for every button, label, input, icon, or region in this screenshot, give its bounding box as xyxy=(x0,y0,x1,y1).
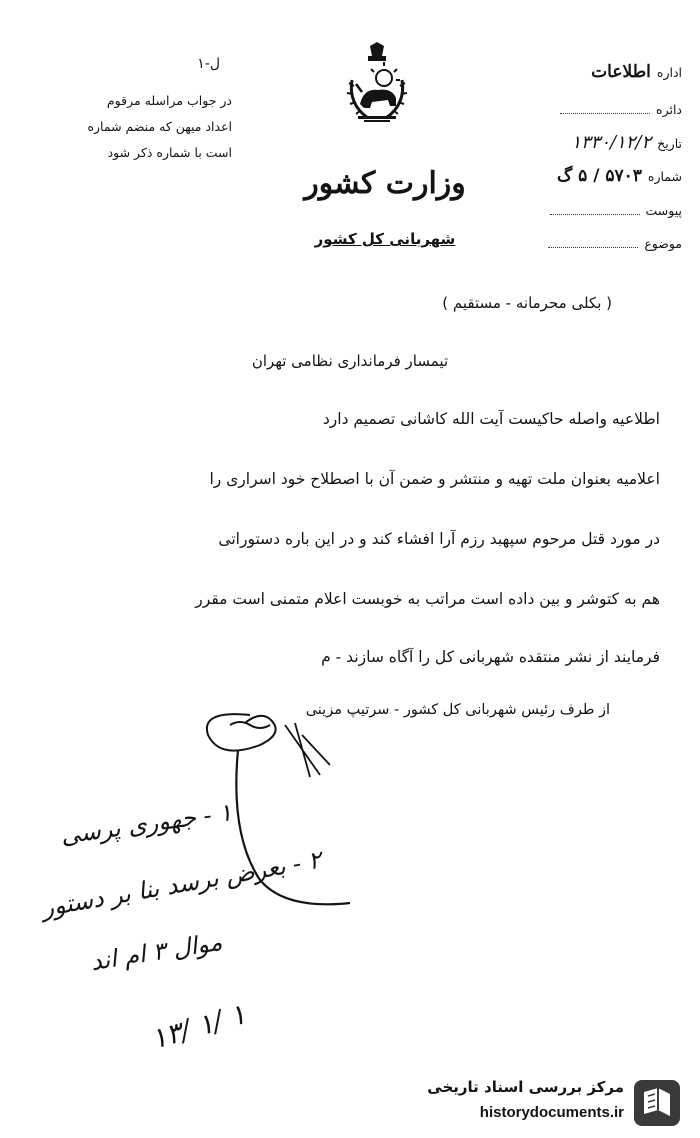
field-label: پیوست xyxy=(645,203,682,218)
handwritten-note: موال ۳ ام اند xyxy=(88,927,224,977)
watermark-url: historydocuments.ir xyxy=(479,1104,624,1121)
book-icon xyxy=(632,1078,682,1128)
field-date xyxy=(571,132,682,153)
field-blank xyxy=(560,103,650,114)
watermark-title: مرکز بررسی اسناد تاریخی xyxy=(427,1078,624,1096)
reply-instruction-line: است با شماره ذکر شود xyxy=(107,145,232,160)
field-department xyxy=(560,102,682,117)
ministry-subtitle: شهربانی کل کشور xyxy=(314,230,456,248)
field-blank xyxy=(550,204,640,215)
field-value: ۵۷۰۳ / ۵ گ xyxy=(557,166,642,186)
reply-instruction xyxy=(87,88,232,166)
field-number xyxy=(557,166,682,186)
field-value: ۱۳۳۰/۱۲/۲ xyxy=(571,132,652,153)
field-label: موضوع xyxy=(644,236,682,251)
signature-line: از طرف رئیس شهربانی کل کشور - سرتیپ مزینی xyxy=(305,702,610,718)
reply-instruction-line: اعداد میهن که منضم شماره xyxy=(87,119,232,134)
field-office xyxy=(591,62,682,82)
reply-instruction-line: در جواب مراسله مرقوم xyxy=(106,93,232,108)
field-value: اطلاعات xyxy=(591,62,651,82)
field-label: دائره xyxy=(656,102,682,117)
body-line: اطلاعیه واصله حاکیست آیت الله کاشانی تصمیم دارد xyxy=(322,410,660,428)
body-line: فرمایند از نشر منتقده شهربانی کل را آگاه سازند - م xyxy=(321,648,660,666)
field-label: تاریخ xyxy=(657,136,682,151)
classification-mark: ( بکلی محرمانه - مستقیم ) xyxy=(442,294,612,312)
reference-code: ل-۱ xyxy=(197,56,220,72)
lion-and-sun-emblem-icon xyxy=(338,42,416,128)
body-line: اعلامیه بعنوان ملت تهیه و منتشر و ضمن آن با اصطلاح خود اسراری را xyxy=(209,470,660,488)
addressee: تیمسار فرمانداری نظامی تهران xyxy=(251,352,449,370)
field-label: اداره xyxy=(656,65,682,80)
ministry-title: وزارت کشور xyxy=(304,166,466,201)
body-line: در مورد قتل مرحوم سپهبد رزم آرا افشاء کند و در این باره دستوراتی xyxy=(218,530,660,548)
field-attachment xyxy=(550,203,682,218)
field-blank xyxy=(548,237,638,248)
archive-watermark xyxy=(412,1076,682,1130)
handwritten-note: ۲ - بعرض برسد بنا بر دستور xyxy=(39,845,324,923)
handwritten-note: ۱ - جهوری پرسی xyxy=(58,798,234,850)
field-label: شماره xyxy=(647,169,682,184)
body-line: هم به کتوشر و بین داده است مراتب به خوبست اعلام متمنی است مقرر xyxy=(195,590,660,608)
field-subject xyxy=(548,236,682,251)
handwritten-date: ۱۳/ ۱/ ۱ xyxy=(147,997,250,1056)
